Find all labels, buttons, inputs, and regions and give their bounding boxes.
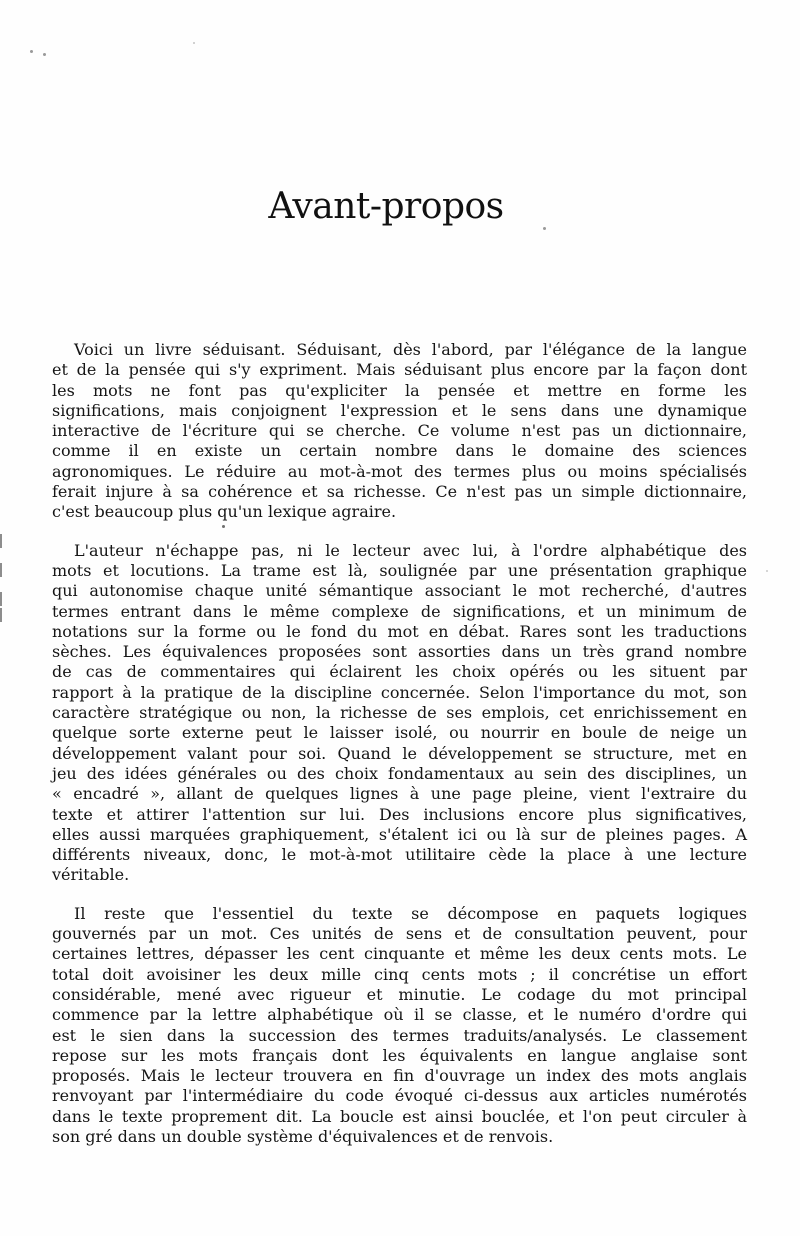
text-line: mots et locutions. La trame est là, soulignée par une présentation graphique	[52, 560, 747, 580]
margin-tick	[0, 592, 2, 606]
text-line: et de la pensée qui s'y expriment. Mais séduisant plus encore par la façon dont	[52, 360, 747, 380]
text-line: Voici un livre séduisant. Séduisant, dès l'abord, par l'élégance de la langue	[74, 340, 747, 359]
scan-speck	[766, 570, 768, 572]
text-line: notations sur la forme ou le fond du mot en débat. Rares sont les traductions	[52, 621, 747, 641]
text-line: jeu des idées générales ou des choix fondamentaux au sein des disciplines, un	[52, 763, 747, 783]
text-line: agronomiques. Le réduire au mot-à-mot des termes plus ou moins spécialisés	[52, 461, 747, 481]
text-line: significations, mais conjoignent l'expression et le sens dans une dynamique	[52, 400, 747, 420]
text-line: texte et attirer l'attention sur lui. Des inclusions encore plus significatives,	[52, 804, 747, 824]
text-line: Il reste que l'essentiel du texte se décompose en paquets logiques	[74, 903, 747, 923]
text-line: total doit avoisiner les deux mille cinq cents mots ; il concrétise un effort	[52, 964, 747, 984]
scan-speck	[30, 50, 33, 53]
margin-tick	[0, 534, 2, 548]
text-line: certaines lettres, dépasser les cent cinquante et même les deux cents mots. Le	[52, 944, 747, 964]
text-line: repose sur les mots français dont les équivalents en langue anglaise sont	[52, 1045, 747, 1065]
text-line: caractère stratégique ou non, la richesse de ses emplois, cet enrichissement en	[52, 703, 747, 723]
scan-speck	[43, 53, 46, 56]
scan-speck	[222, 525, 225, 528]
text-line: différents niveaux, donc, le mot-à-mot utilitaire cède la place à une lecture	[52, 845, 747, 865]
scan-speck	[543, 227, 546, 230]
paragraph	[52, 541, 747, 886]
text-line: interactive de l'écriture qui se cherche. Ce volume n'est pas un dictionnaire,	[52, 421, 747, 441]
text-line: rapport à la pratique de la discipline concernée. Selon l'importance du mot, son	[52, 682, 747, 702]
text-line: dans le texte proprement dit. La boucle est ainsi bouclée, et l'on peut circuler à	[52, 1106, 747, 1126]
text-line: commence par la lettre alphabétique où il se classe, et le numéro d'ordre qui	[52, 1005, 747, 1025]
text-line: sèches. Les équivalences proposées sont assorties dans un très grand nombre	[52, 642, 747, 662]
paragraph	[52, 904, 747, 1148]
text-line: développement valant pour soi. Quand le développement se structure, met en	[52, 743, 747, 763]
page-title: Avant-propos	[268, 186, 504, 227]
text-line: renvoyant par l'intermédiaire du code évoqué ci-dessus aux articles numérotés	[52, 1086, 747, 1106]
text-line: termes entrant dans le même complexe de significations, et un minimum de	[52, 601, 747, 621]
text-line: L'auteur n'échappe pas, ni le lecteur avec lui, à l'ordre alphabétique des	[74, 540, 747, 560]
text-line: c'est beaucoup plus qu'un lexique agraire.	[52, 502, 397, 522]
body-text	[52, 340, 747, 1165]
text-line: proposés. Mais le lecteur trouvera en fin d'ouvrage un index des mots anglais	[52, 1066, 747, 1086]
text-line: gouvernés par un mot. Ces unités de sens et de consultation peuvent, pour	[52, 924, 747, 944]
text-line: ferait injure à sa cohérence et sa richesse. Ce n'est pas un simple dictionnaire,	[52, 482, 747, 502]
text-line: est le sien dans la succession des termes traduits/analysés. Le classement	[52, 1025, 747, 1045]
margin-tick	[0, 563, 2, 577]
text-line: qui autonomise chaque unité sémantique associant le mot recherché, d'autres	[52, 581, 747, 601]
text-line: de cas de commentaires qui éclairent les choix opérés ou les situent par	[52, 662, 747, 682]
text-line: quelque sorte externe peut le laisser isolé, ou nourrir en boule de neige un	[52, 723, 747, 743]
text-line: « encadré », allant de quelques lignes à une page pleine, vient l'extraire du	[52, 784, 747, 804]
text-line: son gré dans un double système d'équivalences et de renvois.	[52, 1126, 554, 1146]
text-line: véritable.	[52, 865, 130, 885]
text-line: considérable, mené avec rigueur et minutie. Le codage du mot principal	[52, 984, 747, 1004]
scan-speck	[193, 42, 195, 44]
paragraph	[52, 340, 747, 523]
text-line: elles aussi marquées graphiquement, s'étalent ici ou là sur de pleines pages. A	[52, 824, 747, 844]
text-line: comme il en existe un certain nombre dans le domaine des sciences	[52, 441, 747, 461]
text-line: les mots ne font pas qu'expliciter la pensée et mettre en forme les	[52, 380, 747, 400]
margin-tick	[0, 608, 2, 622]
